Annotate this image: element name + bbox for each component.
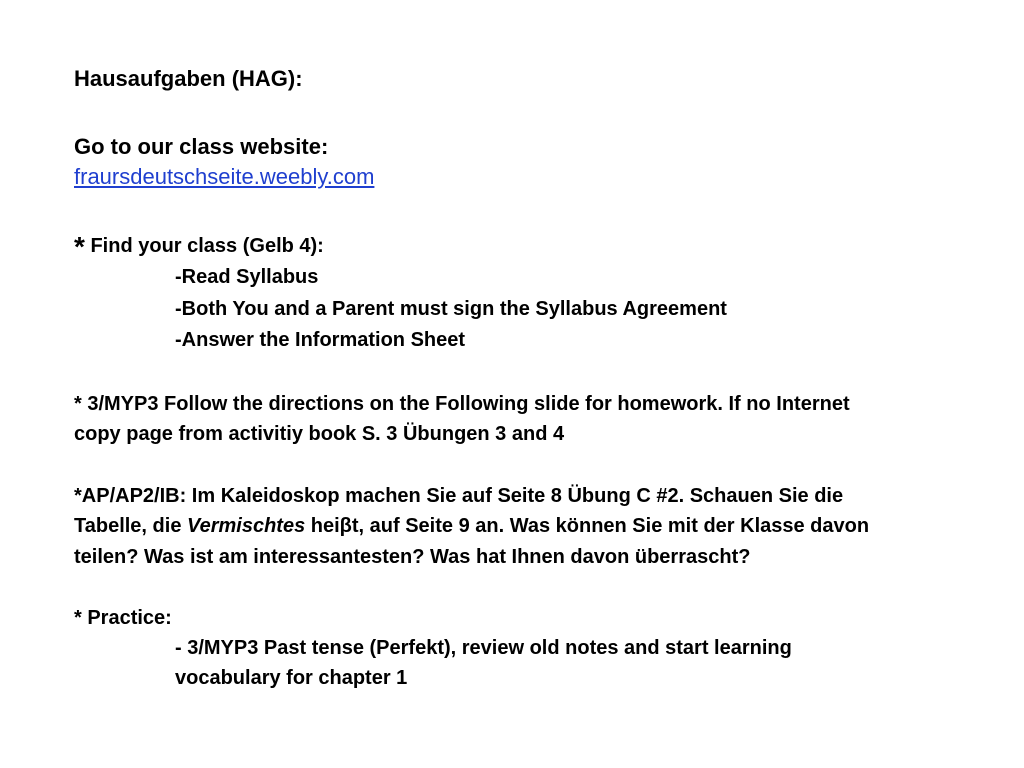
practice-item-line2: vocabulary for chapter 1: [175, 667, 408, 689]
myp3-directions-line2: copy page from activitiy book S. 3 Übungen 3 and 4: [74, 423, 565, 445]
class-item-agreement: -Both You and a Parent must sign the Syllabus Agreement: [175, 298, 727, 320]
page-title: Hausaufgaben (HAG):: [74, 66, 303, 91]
vermischtes-italic: Vermischtes: [187, 515, 306, 537]
class-website-link[interactable]: fraursdeutschseite.weebly.com: [74, 164, 375, 189]
find-class-heading: [74, 231, 324, 262]
myp3-directions-line1: * 3/MYP3 Follow the directions on the Following slide for homework. If no Internet: [74, 393, 850, 415]
ap-ib-line1: *AP/AP2/IB: Im Kaleidoskop machen Sie auf Seite 8 Übung C #2. Schauen Sie die: [74, 485, 844, 507]
ap-ib-line3: teilen? Was ist am interessantesten? Was hat Ihnen davon überrascht?: [74, 546, 751, 568]
practice-heading: * Practice:: [74, 607, 172, 629]
ap-ib-line2-end: heiβt, auf Seite 9 an. Was können Sie mit der Klasse davon: [305, 515, 870, 537]
bullet-star: *: [74, 231, 85, 262]
practice-item-line1: - 3/MYP3 Past tense (Perfekt), review old notes and start learning: [175, 637, 792, 659]
ap-ib-line2: [74, 514, 869, 538]
ap-ib-line2-start: Tabelle, die: [74, 515, 187, 537]
website-heading: Go to our class website:: [74, 134, 329, 159]
slide-content: [74, 0, 974, 768]
class-item-syllabus: -Read Syllabus: [175, 266, 319, 288]
class-item-info-sheet: -Answer the Information Sheet: [175, 329, 466, 351]
find-class-text: Find your class (Gelb 4):: [84, 235, 324, 257]
